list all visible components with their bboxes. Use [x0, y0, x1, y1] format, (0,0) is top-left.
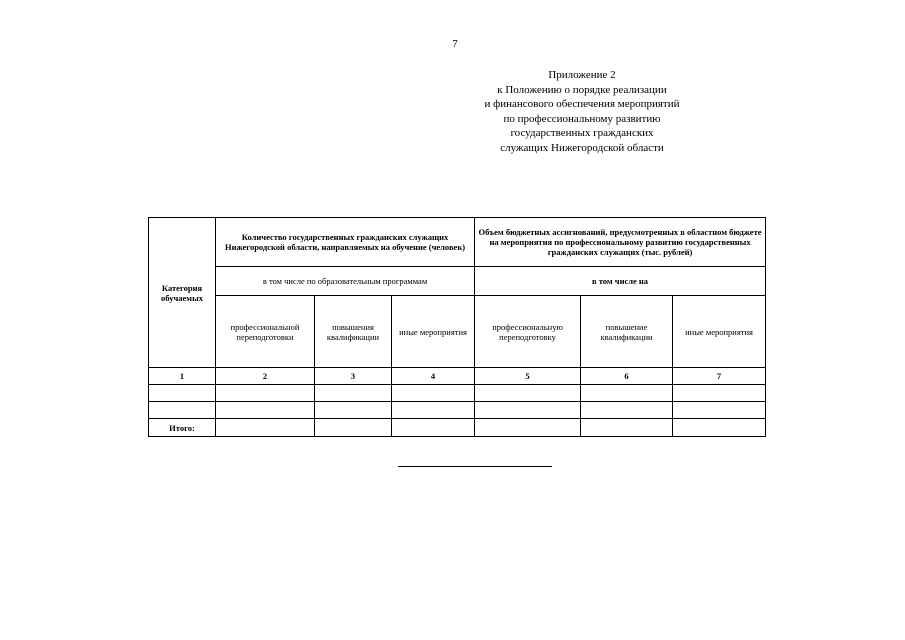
header-row-groups: [149, 218, 766, 267]
headcount-group-header: Количество государственных гражданских служащих Нижегородской области, направляемых на обучение (человек): [216, 218, 475, 267]
appendix-line: служащих Нижегородской области: [500, 141, 664, 154]
column-header: повышение квалификации: [581, 296, 673, 368]
appendix-heading: [440, 68, 724, 155]
column-header: иные мероприятия: [673, 296, 766, 368]
table-cell: [315, 385, 392, 402]
appendix-line: к Положению о порядке реализации: [497, 83, 667, 96]
table-cell: [581, 402, 673, 419]
table-cell: [673, 402, 766, 419]
table-cell: [149, 402, 216, 419]
footer-divider: [398, 466, 552, 467]
header-row-subgroups: [149, 267, 766, 296]
budget-group-header: Объем бюджетных ассигнований, предусмотренных в областном бюджете на мероприятия по профессиональному развитию государственных гражданских служащих (тыс. рублей): [475, 218, 766, 267]
budget-subheader: в том числе на: [475, 267, 766, 296]
column-header: профессиональную переподготовку: [475, 296, 581, 368]
column-number: 7: [673, 368, 766, 385]
table-cell: [392, 385, 475, 402]
table-cell: [216, 402, 315, 419]
column-number-row: [149, 368, 766, 385]
column-number: 4: [392, 368, 475, 385]
total-label: Итого:: [149, 419, 216, 437]
table-cell: [581, 419, 673, 437]
table-cell: [475, 419, 581, 437]
page-number: 7: [452, 38, 458, 50]
total-row: [149, 419, 766, 437]
column-header: иные мероприятия: [392, 296, 475, 368]
header-row-columns: [149, 296, 766, 368]
table-row: [149, 402, 766, 419]
headcount-subheader: в том числе по образовательным программам: [216, 267, 475, 296]
category-header: Категория обучаемых: [149, 218, 216, 368]
column-header: профессиональной переподготовки: [216, 296, 315, 368]
column-number: 2: [216, 368, 315, 385]
table-cell: [673, 419, 766, 437]
table-cell: [216, 385, 315, 402]
table-cell: [216, 419, 315, 437]
table-cell: [315, 402, 392, 419]
table-cell: [673, 385, 766, 402]
table-cell: [315, 419, 392, 437]
appendix-line: по профессиональному развитию: [503, 112, 661, 125]
table-cell: [392, 419, 475, 437]
column-number: 6: [581, 368, 673, 385]
appendix-line: Приложение 2: [548, 69, 616, 81]
table-cell: [475, 385, 581, 402]
column-number: 5: [475, 368, 581, 385]
appendix-line: государственных гражданских: [510, 127, 654, 139]
column-number: 3: [315, 368, 392, 385]
table-row: [149, 385, 766, 402]
appendix-line: и финансового обеспечения мероприятий: [484, 98, 680, 110]
table-cell: [581, 385, 673, 402]
column-header: повышения квалификации: [315, 296, 392, 368]
table-cell: [149, 385, 216, 402]
column-number: 1: [149, 368, 216, 385]
table-cell: [392, 402, 475, 419]
report-table: [148, 217, 766, 437]
table-cell: [475, 402, 581, 419]
